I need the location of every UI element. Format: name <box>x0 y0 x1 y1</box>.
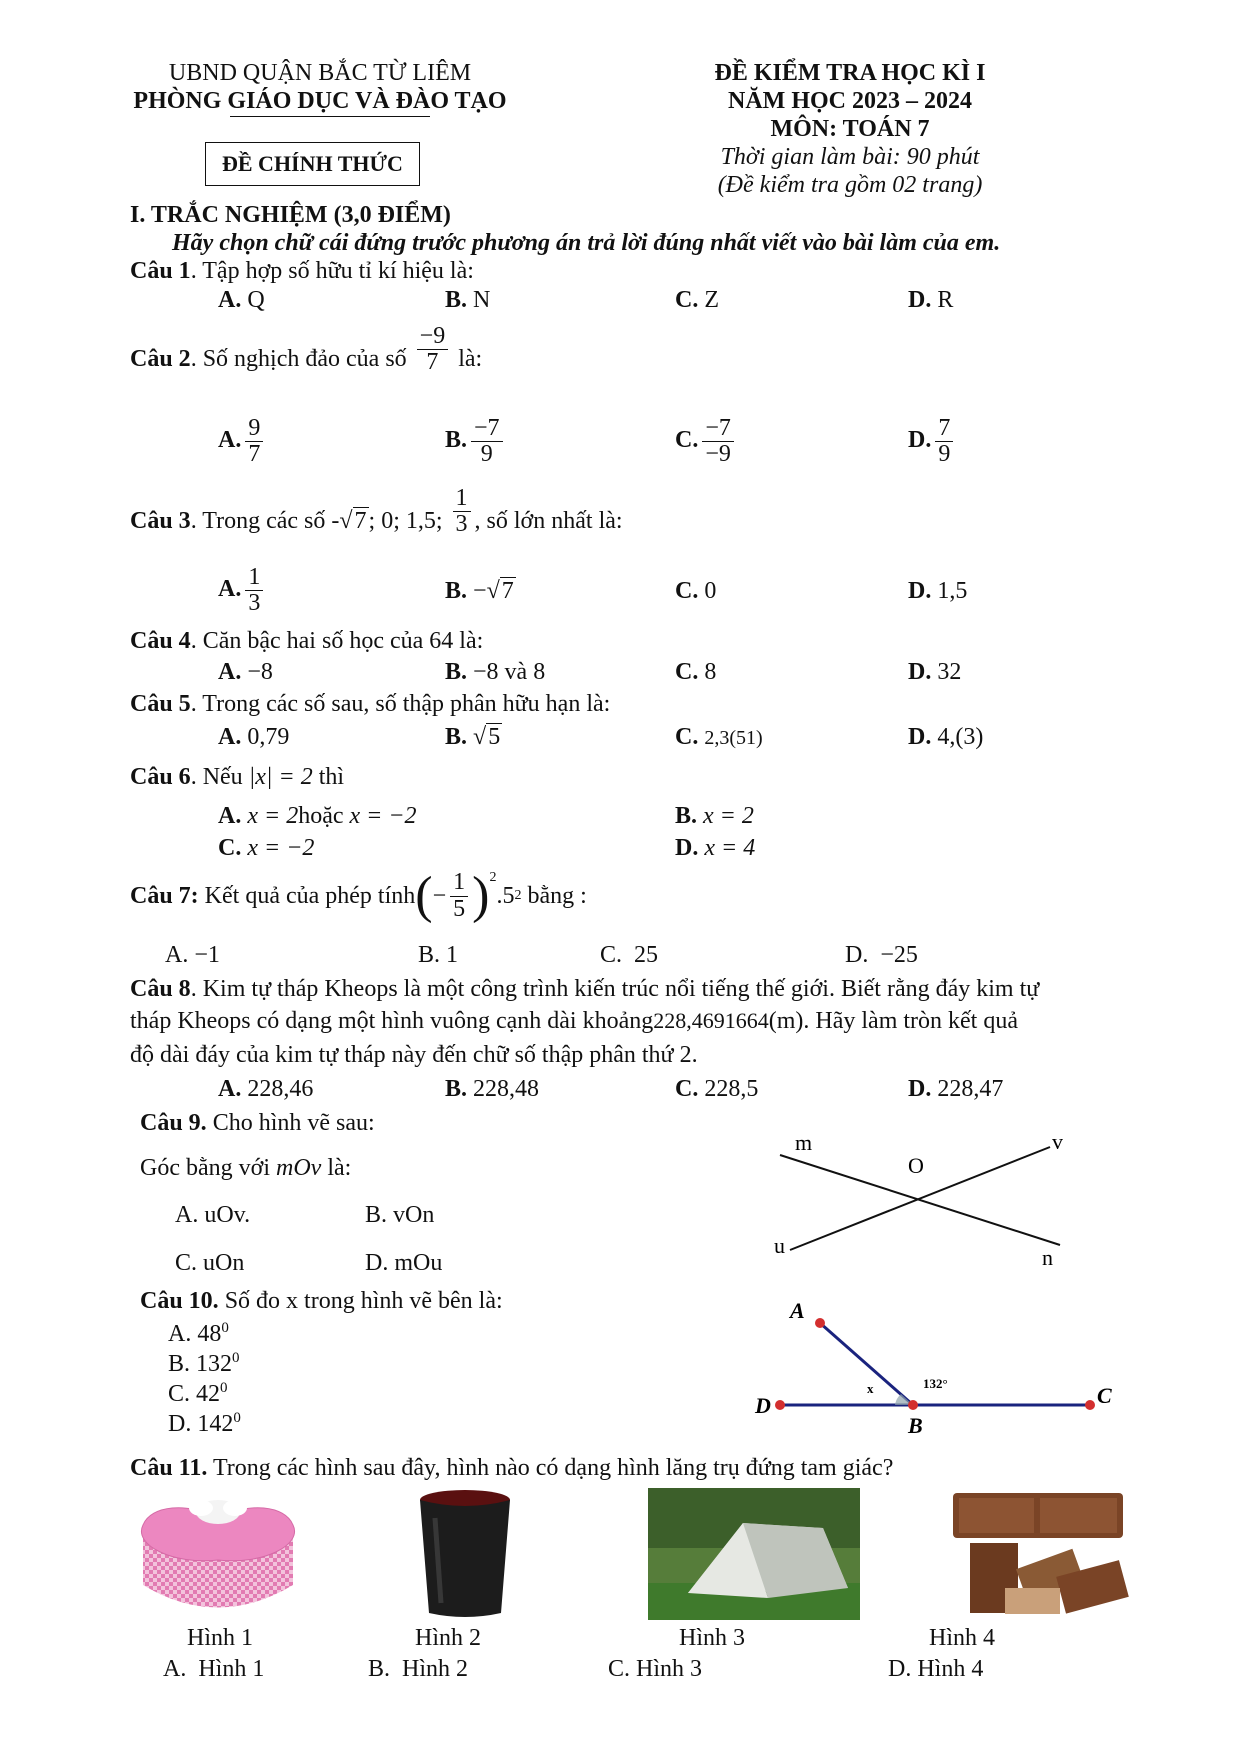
caption-hinh-1: Hình 1 <box>187 1625 253 1651</box>
q8-option-b: B. 228,48 <box>445 1076 540 1102</box>
q10-option-c: C. $42^0$ <box>168 1380 228 1407</box>
question-9: Câu 9. Cho hình vẽ sau: <box>140 1110 375 1136</box>
q5-option-a: A. 0,79 <box>218 724 290 750</box>
chocolate-image <box>945 1488 1135 1620</box>
q2-option-c: C. $\frac{-7}{-9}$ <box>675 416 738 467</box>
question-8-line1: Câu 8. Kim tự tháp Kheops là một công trình kiến trúc nổi tiếng thế giới. Biết rằng đáy kim tự <box>130 976 1040 1002</box>
q10-option-b: B. $132^0$ <box>168 1350 240 1377</box>
heart-box-image <box>133 1490 303 1620</box>
label-u: u <box>774 1233 785 1258</box>
caption-hinh-4: Hình 4 <box>929 1625 995 1651</box>
q4-option-b: B. −8 và 8 <box>445 659 546 685</box>
header-right-line3: MÔN: TOÁN 7 <box>770 116 930 142</box>
label-132: 132° <box>923 1376 948 1391</box>
q10-figure <box>745 1290 1125 1440</box>
question-4: Câu 4. Căn bậc hai số học của 64 là: <box>130 628 484 654</box>
question-8-line2: tháp Kheops có dạng một hình vuông cạnh dài khoảng228,4691664(m). Hãy làm tròn kết quả <box>130 1008 1018 1034</box>
q7-option-b: B. 1 <box>418 942 459 968</box>
q11-option-a: A. Hình 1 <box>163 1656 265 1682</box>
cup-image <box>415 1488 515 1623</box>
label-d: D <box>755 1393 771 1418</box>
header-left-line2: PHÒNG GIÁO DỤC VÀ ĐÀO TẠO <box>133 88 507 114</box>
q9-option-c: C. uOn <box>175 1250 245 1276</box>
label-v: v <box>1052 1129 1063 1154</box>
q9-option-a: A. uOv. <box>175 1202 251 1228</box>
q10-option-d: D. $142^0$ <box>168 1410 241 1437</box>
section-instruction: Hãy chọn chữ cái đứng trước phương án trả lời đúng nhất viết vào bài làm của em. <box>172 230 1001 256</box>
q3-option-c: C. 0 <box>675 578 717 604</box>
q8-option-c: C. 228,5 <box>675 1076 759 1102</box>
q6-option-c: C. x = −2 <box>218 835 315 861</box>
q9-figure <box>770 1125 1090 1275</box>
question-8-line3: độ dài đáy của kim tự tháp này đến chữ số thập phân thứ 2. <box>130 1042 698 1068</box>
caption-hinh-2: Hình 2 <box>415 1625 481 1651</box>
q11-option-d: D. Hình 4 <box>888 1656 984 1682</box>
section-title: I. TRẮC NGHIỆM (3,0 ĐIỂM) <box>130 202 451 228</box>
question-10: Câu 10. Số đo x trong hình vẽ bên là: <box>140 1288 503 1314</box>
q2-option-a: A. $\frac{9}{7}$ <box>218 416 267 467</box>
q1-option-a: A. Q <box>218 287 265 313</box>
question-5: Câu 5. Trong các số sau, số thập phân hữu hạn là: <box>130 691 611 717</box>
q1-option-b: B. N <box>445 287 491 313</box>
q3-option-b: B. −√7 <box>445 578 514 604</box>
q6-option-b: B. x = 2 <box>675 803 754 829</box>
question-1 <box>130 258 474 285</box>
q5-option-d: D. 4,(3) <box>908 724 984 750</box>
q7-option-a: A. −1 <box>165 942 220 968</box>
official-box: ĐỀ CHÍNH THỨC <box>205 142 420 186</box>
label-n: n <box>1042 1245 1053 1270</box>
q2-option-d: D. $\frac{7}{9}$ <box>908 416 957 467</box>
q11-option-c: C. Hình 3 <box>608 1656 703 1682</box>
q4-option-a: A. −8 <box>218 659 273 685</box>
header-left-line1: UBND QUẬN BẮC TỪ LIÊM <box>168 60 472 86</box>
q5-option-c: C. 2,3(51) <box>675 724 763 750</box>
question-6: Câu 6. Nếu |x| = 2 thì <box>130 764 345 790</box>
question-11: Câu 11. Trong các hình sau đây, hình nào có dạng hình lăng trụ đứng tam giác? <box>130 1455 894 1481</box>
point-b <box>908 1400 918 1410</box>
header-underline <box>230 116 430 117</box>
q4-option-c: C. 8 <box>675 659 717 685</box>
label-m: m <box>795 1130 813 1155</box>
q4-option-d: D. 32 <box>908 659 962 685</box>
q1-option-d: D. R <box>908 287 954 313</box>
label-x: x <box>867 1381 874 1396</box>
question-7: Câu 7: Kết quả của phép tính ( − $\frac{1}{5}$ ) $^2$ .5 2 bằng : <box>130 867 587 924</box>
q11-option-b: B. Hình 2 <box>368 1656 469 1682</box>
point-c <box>1085 1400 1095 1410</box>
q6-option-a: A. x = 2hoặc x = −2 <box>218 803 417 829</box>
point-d <box>775 1400 785 1410</box>
header-right-line1: ĐỀ KIỂM TRA HỌC KÌ I <box>714 60 986 86</box>
q10-option-a: A. $48^0$ <box>168 1320 229 1347</box>
label-b: B <box>908 1413 923 1438</box>
label-a: A <box>790 1298 805 1323</box>
label-c: C <box>1097 1383 1112 1408</box>
q8-option-a: A. 228,46 <box>218 1076 314 1102</box>
q7-option-d: D. −25 <box>845 942 918 968</box>
header-right-line2: NĂM HỌC 2023 – 2024 <box>728 88 972 114</box>
q1-label: Câu 1 <box>130 258 191 284</box>
q7-option-c: C. 25 <box>600 942 659 968</box>
question-2: Câu 2. Số nghịch đảo của số $\frac{-9}{7}$ là: <box>130 323 483 376</box>
tent-image <box>648 1488 860 1620</box>
q1-option-c: C. Z <box>675 287 720 313</box>
question-3: Câu 3. Trong các số -√7; 0; 1,5; $\frac{1}{3}$ , số lớn nhất là: <box>130 485 623 538</box>
q8-option-d: D. 228,47 <box>908 1076 1004 1102</box>
q9-option-d: D. mOu <box>365 1250 443 1276</box>
question-9-line2: Góc bằng với mOv là: <box>140 1155 352 1181</box>
header-right-line4: Thời gian làm bài: 90 phút <box>720 144 980 170</box>
q3-option-a: A. $\frac{1}{3}$ <box>218 565 267 616</box>
q2-option-b: B. $\frac{-7}{9}$ <box>445 416 507 467</box>
point-a <box>815 1318 825 1328</box>
q9-option-b: B. vOn <box>365 1202 435 1228</box>
q1-text: . Tập hợp số hữu tỉ kí hiệu là: <box>190 258 474 284</box>
caption-hinh-3: Hình 3 <box>679 1625 745 1651</box>
q5-option-b: B. √5 <box>445 724 501 750</box>
label-o: O <box>908 1153 924 1178</box>
q3-option-d: D. 1,5 <box>908 578 968 604</box>
q6-option-d: D. x = 4 <box>675 835 756 861</box>
header-right-line5: (Đề kiểm tra gồm 02 trang) <box>717 172 983 198</box>
